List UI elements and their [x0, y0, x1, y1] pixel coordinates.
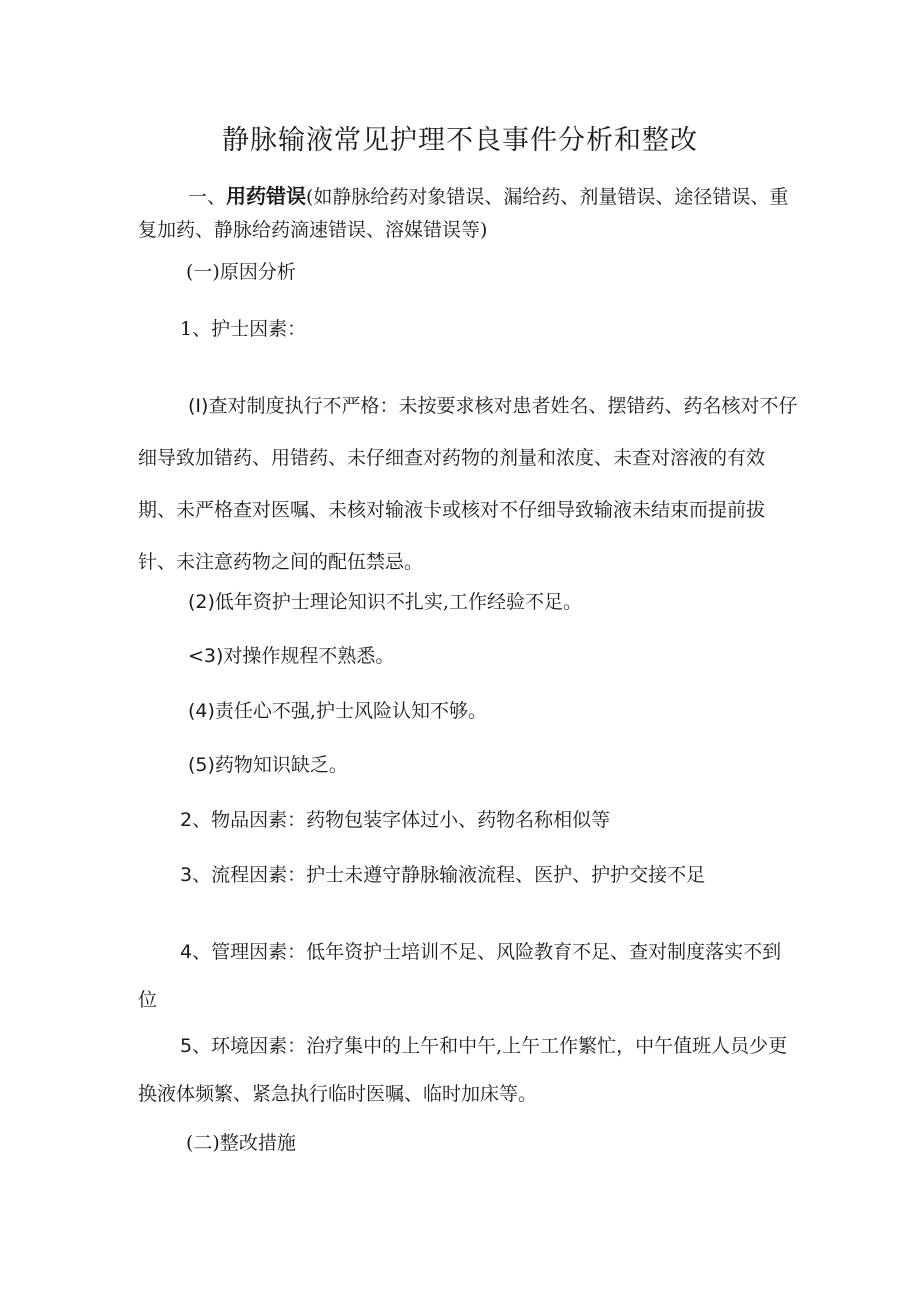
- factor-supplies: [180, 805, 610, 832]
- item-text: 对操作规程不熟悉。: [223, 645, 395, 667]
- item-number: (5): [188, 754, 215, 776]
- section-heading-cause: (一)原因分析: [186, 261, 296, 283]
- factor-text: 管理因素：低年资护士培训不足、风险教育不足、查对制度落实不到位: [138, 941, 782, 1011]
- section-heading-measures: (二)整改措施: [186, 1132, 296, 1154]
- cause-item-2: [188, 587, 582, 614]
- factor-number: 5、: [180, 1035, 212, 1057]
- cause-item-3: [188, 641, 394, 668]
- item-text: 查对制度执行不严格：未按要求核对患者姓名、摆错药、药名核对不仔细导致加错药、用错药、未仔细查对药物的剂量和浓度、未查对溶液的有效期、未严格查对医嘱、未核对输液卡或核对不仔细导致输液未结束而提前拔针、未注意药物之间的配伍禁忌。: [138, 395, 798, 573]
- item-number: (4): [188, 700, 215, 722]
- lead-heading: 用药错误: [226, 184, 307, 208]
- factor-number: 4、: [180, 941, 212, 963]
- cause-item-4: [188, 696, 487, 723]
- factor-text: 流程因素：护士未遵守静脉输液流程、医护、护护交接不足: [211, 864, 706, 886]
- lead-paragraph: [138, 180, 798, 247]
- item-text: 责任心不强,护士风险认知不够。: [214, 700, 487, 722]
- item-text: 低年资护士理论知识不扎实,工作经验不足。: [214, 591, 582, 613]
- factor-number: 3、: [180, 864, 212, 886]
- lead-prefix: 一、: [188, 186, 227, 208]
- item-number: (I): [188, 395, 209, 417]
- lead-detail: (如静脉给药对象错误、漏给药、剂量错误、途径错误、重复加药、静脉给药滴速错误、溶媒错误等): [138, 186, 789, 241]
- factor-management: [138, 928, 798, 1024]
- item-number: <3): [188, 645, 224, 667]
- cause-item-5: [188, 750, 348, 777]
- factor-text: 物品因素：药物包装字体过小、药物名称相似等: [211, 809, 611, 831]
- document-title: 静脉输液常见护理不良事件分析和整改: [222, 125, 698, 156]
- item-number: (2): [188, 591, 215, 613]
- factor-number: 2、: [180, 809, 212, 831]
- factor-environment: [138, 1022, 798, 1118]
- factor-process: [180, 860, 705, 887]
- factor-nurse-heading: 1、护士因素：: [180, 318, 307, 340]
- factor-text: 环境因素：治疗集中的上午和中午,上午工作繁忙，中午值班人员少更换液体频繁、紧急执行临时医嘱、临时加床等。: [138, 1035, 788, 1105]
- item-text: 药物知识缺乏。: [214, 754, 348, 776]
- cause-item-1: [138, 380, 798, 588]
